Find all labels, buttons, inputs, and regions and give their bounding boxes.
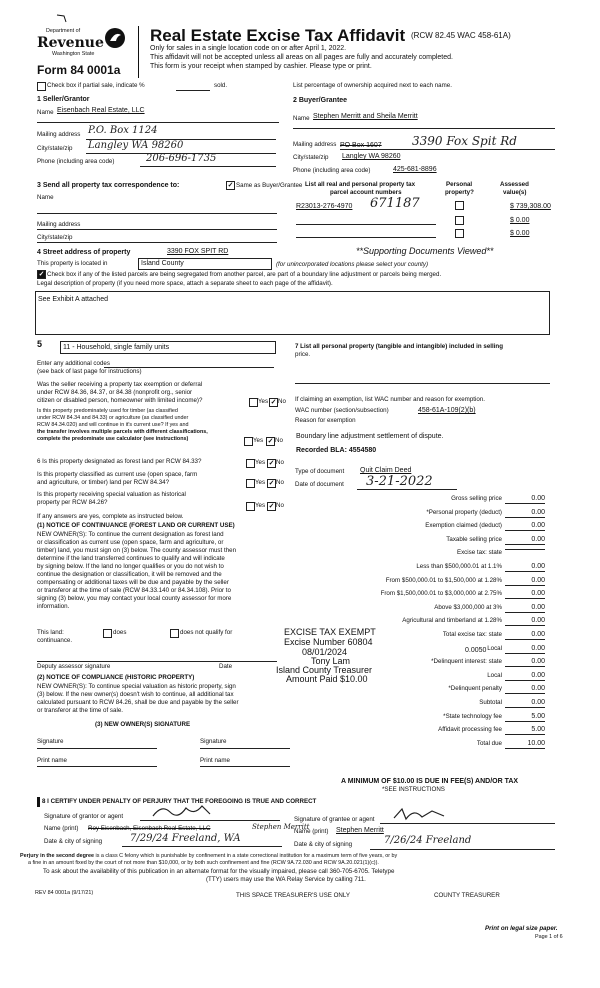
stamp-treasurer-name: Tony Lam xyxy=(311,656,351,666)
tax-row-label: Above $3,000,000 at 3% xyxy=(434,604,502,611)
doc-type-value[interactable]: Quit Claim Deed xyxy=(360,467,412,474)
q-exemption-line1: Was the seller receiving a property tax exemption or deferral xyxy=(37,381,203,388)
land-does-label: does xyxy=(113,629,127,636)
tax-row-value[interactable]: 0.00 xyxy=(505,563,545,572)
timber-no-checkbox[interactable]: ✓ xyxy=(267,438,274,445)
buyer-mail-label: Mailing address xyxy=(293,141,337,148)
nc-line: or transferor at the time of sale (RCW 84.33.140 or 84.34.108). Prior to xyxy=(37,587,231,594)
subtitle-1: Only for sales in a single location code on or after April 1, 2022. xyxy=(150,45,347,52)
land-does-not-label: does not qualify for xyxy=(180,629,233,636)
nc-line: timber) land, you must sign on (3) below. The county assessor must then xyxy=(37,547,237,554)
current-use-no-label: No xyxy=(276,479,284,486)
tax-row-value[interactable]: 0.00 xyxy=(505,617,545,626)
q-current-use-line2: and agriculture, or timber) land per RCW 84.34? xyxy=(37,479,170,486)
legal-description-value: See Exhibit A attached xyxy=(38,296,109,303)
owner-sig-line-1[interactable] xyxy=(37,748,157,749)
buyer-mail-line xyxy=(340,149,555,150)
doc-date-label: Date of document xyxy=(295,481,344,488)
notice-continuance-heading: (1) NOTICE OF CONTINUANCE (FOREST LAND OR CURRENT USE) xyxy=(37,522,235,529)
state-label: Washington State xyxy=(52,51,95,57)
land-does-not-checkbox[interactable] xyxy=(170,629,179,638)
historic-yes-checkbox[interactable] xyxy=(246,502,255,511)
seller-city-value[interactable]: Langley WA 98260 xyxy=(88,140,184,151)
nc-line: compensating or additional taxes will be due and payable by the seller xyxy=(37,579,229,586)
owner-sig-label-2: Signature xyxy=(200,738,227,745)
tax-row-label: Local xyxy=(487,645,502,652)
nc-line: information. xyxy=(37,603,70,610)
assessed-col-header-1: Assessed xyxy=(500,181,529,188)
additional-codes-label: Enter any additional codes xyxy=(37,360,110,367)
tax-row-label: Subtotal xyxy=(479,699,502,706)
buyer-name-label: Name xyxy=(293,115,310,122)
owner-print-line-1[interactable] xyxy=(37,766,157,767)
tax-row-label: Affidavit processing fee xyxy=(438,726,502,733)
wac-label: WAC number (section/subsection) xyxy=(295,407,389,414)
forest-no-checkbox[interactable]: ✓ xyxy=(268,460,275,467)
owner-sig-label-1: Signature xyxy=(37,738,64,745)
parcel-number-handwritten: 671187 xyxy=(370,196,420,211)
legal-paper-note: Print on legal size paper. xyxy=(485,925,558,932)
tax-row-label: Local xyxy=(487,672,502,679)
q-timber-line2: under RCW 84.34 and 84.33) or agriculture (as classified under xyxy=(37,415,189,421)
mark-icon xyxy=(56,13,68,23)
wac-value[interactable]: 458-61A-109(2)(b) xyxy=(418,407,476,414)
legal-description-field[interactable] xyxy=(35,291,550,335)
tax-row-label: Total due xyxy=(476,740,502,747)
sec7-heading-line1: 7 List all personal property (tangible and intangible) included in selling xyxy=(295,343,503,350)
parcel-col-header-1: List all real and personal property tax xyxy=(305,181,416,188)
stamp-amount: Amount Paid $10.00 xyxy=(286,674,368,684)
sec8-bar xyxy=(37,797,40,807)
seller-divider xyxy=(37,122,279,123)
grantee-date-label: Date & city of signing xyxy=(294,841,353,848)
tax-row-value[interactable]: 0.00 xyxy=(505,604,545,613)
q-current-use-line1: Is this property classified as current use (open space, farm xyxy=(37,471,198,478)
owner-print-line-2[interactable] xyxy=(200,766,290,767)
buyer-divider xyxy=(293,128,555,129)
personal-property-checkbox-2[interactable] xyxy=(455,216,464,225)
parcel-line-3[interactable] xyxy=(296,237,436,238)
tax-row-value[interactable]: 5.00 xyxy=(505,726,545,735)
tax-row-label: *Delinquent interest: state xyxy=(431,658,502,665)
doc-date-value[interactable]: 3-21-2022 xyxy=(366,474,433,489)
hist-line: (3) below. If the new owner(s) doesn't wish to continue, all additional tax xyxy=(37,691,234,698)
tax-row-value[interactable]: 0.00 xyxy=(505,685,545,694)
see-instructions-note: *SEE INSTRUCTIONS xyxy=(382,786,445,793)
q-timber-line5: complete the predominate use calculator (see instructions) xyxy=(37,436,189,442)
buyer-phone-label: Phone (including area code) xyxy=(293,167,371,174)
current-use-no-checkbox[interactable]: ✓ xyxy=(268,480,275,487)
tax-row-label: Taxable selling price xyxy=(446,536,502,543)
buyer-city-label: City/state/zip xyxy=(293,154,329,161)
revenue-label: Revenue xyxy=(37,35,104,51)
sec3-mail-line[interactable] xyxy=(37,229,277,230)
grantor-date-label: Date & city of signing xyxy=(44,838,103,845)
notice-compliance-heading: (2) NOTICE OF COMPLIANCE (HISTORIC PROPERTY) xyxy=(37,674,195,681)
grantor-sig-label: Signature of grantor or agent xyxy=(44,813,124,820)
nc-line: determine if the land transferred continues to qualify and will indicate xyxy=(37,555,225,562)
current-use-yes-checkbox[interactable] xyxy=(246,479,255,488)
county-select-value: Island County xyxy=(141,260,184,267)
assessed-col-header-2: value(s) xyxy=(503,189,527,196)
exemption-yes-checkbox[interactable] xyxy=(249,398,258,407)
minimum-due-note: A MINIMUM OF $10.00 IS DUE IN FEE(S) AND/OR TAX xyxy=(341,778,519,785)
sec3-mail-label: Mailing address xyxy=(37,221,81,228)
timber-yes-checkbox[interactable] xyxy=(244,437,253,446)
exemption-yes-label: Yes xyxy=(258,398,269,405)
tax-row-label: Excise tax: state xyxy=(456,549,502,556)
buyer-phone-value[interactable]: 425-681-8896 xyxy=(393,166,437,173)
q-historic-line1: Is this property receiving special valuation as historical xyxy=(37,491,186,498)
buyer-mail-struck: PO Box 1607 xyxy=(340,142,382,149)
exemption-no-label: No xyxy=(278,398,286,405)
seller-name-label: Name xyxy=(37,109,54,116)
personal-property-checkbox-3[interactable] xyxy=(455,229,464,238)
tax-row-value[interactable]: 0.00 xyxy=(505,658,545,667)
sec8-heading: 8 I CERTIFY UNDER PENALTY OF PERJURY THAT THE FOREGOING IS TRUE AND CORRECT xyxy=(42,798,317,805)
nc-line: or classification as current use (open space, farm and agriculture, or xyxy=(37,539,224,546)
tax-row-value[interactable]: 10.00 xyxy=(505,740,545,749)
recorded-bla: Recorded BLA: 4554580 xyxy=(296,447,377,454)
sec3-heading: 3 Send all property tax correspondence to: xyxy=(37,182,180,189)
segregated-checkbox[interactable]: ✓ xyxy=(38,271,45,278)
legal-desc-label: Legal description of property (if you need more space, attach a separate sheet to each page of the affidavit). xyxy=(37,280,333,287)
forest-yes-checkbox[interactable] xyxy=(246,459,255,468)
deputy-sig-label: Deputy assessor signature xyxy=(37,663,111,670)
county-select[interactable] xyxy=(138,258,272,270)
county-treasurer-label: COUNTY TREASURER xyxy=(434,892,500,899)
seller-city-label: City/state/zip xyxy=(37,145,73,152)
historic-no-label: No xyxy=(276,502,284,509)
historic-no-checkbox[interactable]: ✓ xyxy=(268,503,275,510)
rcw-ref: (RCW 82.45 WAC 458-61A) xyxy=(411,31,511,40)
page-number: Page 1 of 6 xyxy=(535,934,563,940)
subtitle-3: This form is your receipt when stamped by cashier. Please type or print. xyxy=(150,63,372,70)
stamp-treasurer: Island County Treasurer xyxy=(276,665,373,675)
owner-sig-line-2[interactable] xyxy=(200,748,290,749)
grantee-date-value[interactable]: 7/26/24 Freeland xyxy=(384,835,472,846)
tax-row-label: Exemption claimed (deduct) xyxy=(425,522,502,529)
timber-yes-label: Yes xyxy=(253,437,264,444)
partial-sale-checkbox[interactable] xyxy=(37,82,46,91)
q-exemption-line3: citizen or disabled person, homeowner with limited income)? xyxy=(37,397,203,404)
grantor-date-line xyxy=(122,846,282,847)
partial-sale-label: Check box if partial sale, indicate % xyxy=(47,82,145,89)
grantee-name-label: Name (print) xyxy=(294,828,329,835)
use-code-value: 11 - Household, single family units xyxy=(63,344,170,351)
if-any-note: If any answers are yes, complete as instructed below. xyxy=(37,513,184,520)
grantee-date-line xyxy=(370,849,555,850)
forest-yes-label: Yes xyxy=(255,459,266,466)
sec7-heading-line2: price. xyxy=(295,351,311,358)
nc-line: NEW OWNER(S): To continue the current designation as forest land xyxy=(37,531,224,538)
seller-name-value[interactable]: Eisenbach Real Estate, LLC xyxy=(57,107,145,114)
current-use-yes-label: Yes xyxy=(255,479,266,486)
buyer-name-value[interactable]: Stephen Merritt and Sheila Merritt xyxy=(313,113,418,120)
nc-line: by signing below. If the land no longer qualifies or you do not wish to xyxy=(37,563,224,570)
rev-number: REV 84 0001a (9/17/21) xyxy=(35,890,94,896)
seller-heading: 1 Seller/Grantor xyxy=(37,96,90,103)
sec5-number: 5 xyxy=(37,339,43,349)
alt-format-line2: (TTY) users may use the WA Relay Service by calling 711. xyxy=(206,876,366,883)
grantee-sig-line[interactable] xyxy=(380,823,555,824)
q-timber-line4: the transfer involves multiple parcels with different classifications, xyxy=(37,429,208,435)
deputy-date-label: Date xyxy=(219,663,233,670)
tax-row-label: From $500,000.01 to $1,500,000 at 1.28% xyxy=(385,577,502,584)
segregated-label: Check box if any of the listed parcels are being segregated from another parcel, are part of a boundary line adjustment or parcels being merged. xyxy=(47,271,442,278)
header-divider xyxy=(138,26,139,78)
grantor-date-value[interactable]: 7/29/24 Freeland, WA xyxy=(130,833,241,844)
q-exemption-line2: under RCW 84.36, 84.37, or 84.38 (nonprofit org., senior xyxy=(37,389,193,396)
q-timber-line3: RCW 84.34.020) and will continue in it's current use? If yes and xyxy=(37,422,189,428)
buyer-heading: 2 Buyer/Grantee xyxy=(293,97,348,104)
assessed-value-2[interactable]: $ 0.00 xyxy=(510,217,530,224)
owner-print-label-1: Print name xyxy=(37,757,67,764)
alt-format-line1: To ask about the availability of this publication in an alternate format for the visually impaired, please call 360-705-6705. Teletype xyxy=(43,868,395,875)
seller-mail-value[interactable]: P.O. Box 1124 xyxy=(88,125,158,136)
partial-percent-field[interactable] xyxy=(176,90,210,91)
parcel-number[interactable]: R23013-276-4970 xyxy=(296,203,353,210)
use-code-select[interactable] xyxy=(60,341,276,354)
assessed-value-1[interactable]: $ 739,308.00 xyxy=(510,203,551,210)
owner-print-label-2: Print name xyxy=(200,757,230,764)
ownership-note: List percentage of ownership acquired next to each name. xyxy=(293,82,452,89)
this-land-label: This land: xyxy=(37,629,64,636)
seller-phone-line xyxy=(140,166,276,167)
seller-mail-label: Mailing address xyxy=(37,131,81,138)
county-label: This property is located in xyxy=(37,260,108,267)
nc-line: continue the designation or classification, it will be removed and the xyxy=(37,571,222,578)
subtitle-2: This affidavit will not be accepted unless all areas on all pages are fully and accurately completed. xyxy=(150,54,453,61)
nc-line: signing (3) below, you may contact your local county assessor for more xyxy=(37,595,232,602)
perjury-line1: Perjury in the second degree is a class C felony which is punishable by confinement in a state correctional institution for a maximum term of five years, or by xyxy=(20,853,398,859)
parcel-col-header-2: parcel account numbers xyxy=(330,189,402,196)
grantee-signature-icon xyxy=(392,806,452,822)
exemption-instruction: If claiming an exemption, list WAC number and reason for exemption. xyxy=(295,396,485,403)
personal-property-checkbox-1[interactable] xyxy=(455,201,464,210)
doc-date-line xyxy=(357,489,457,490)
new-owner-sig-heading: (3) NEW OWNER(S) SIGNATURE xyxy=(95,721,191,728)
tax-row-value[interactable]: 0.00 xyxy=(505,631,545,640)
supporting-docs-stamp: **Supporting Documents Viewed** xyxy=(356,246,494,256)
grantor-name-value[interactable]: Stephen Merritt xyxy=(252,823,310,831)
same-as-buyer-label: Same as Buyer/Grantee xyxy=(236,182,303,189)
sec3-city-line[interactable] xyxy=(37,242,277,243)
forest-no-label: No xyxy=(276,459,284,466)
personal-property-line[interactable] xyxy=(295,383,550,384)
q-forest-label: 6 Is this property designated as forest land per RCW 84.33? xyxy=(37,458,202,465)
reason-value[interactable]: Boundary line adjustment settlement of dispute. xyxy=(296,433,444,440)
historic-yes-label: Yes xyxy=(255,502,266,509)
tax-row-label: From $1,500,000.01 to $3,000,000 at 2.75% xyxy=(380,590,502,597)
sec4-heading: 4 Street address of property xyxy=(37,249,131,256)
tax-row-label: *Delinquent penalty xyxy=(448,685,502,692)
local-rate: 0.0050 xyxy=(465,647,487,654)
same-as-buyer-checkbox[interactable]: ✓ xyxy=(227,182,234,189)
seller-phone-label: Phone (including area code) xyxy=(37,158,115,165)
timber-no-label: No xyxy=(275,437,283,444)
grantor-signature-icon xyxy=(150,802,220,820)
tax-row-value[interactable]: 0.00 xyxy=(505,536,545,545)
stamp-number: Excise Number 60804 xyxy=(284,637,373,647)
tax-row-value[interactable]: 0.00 xyxy=(505,577,545,586)
stamp-exempt: EXCISE TAX EXEMPT xyxy=(284,627,376,637)
tax-row-label: Total excise tax: state xyxy=(442,631,502,638)
hist-line: or transferor at the time of sale. xyxy=(37,707,123,714)
county-note: (for unincorporated locations please select your county) xyxy=(276,261,429,268)
additional-codes-note: (see back of last page for instructions) xyxy=(37,368,142,375)
deputy-sig-line[interactable] xyxy=(37,661,277,662)
land-does-checkbox[interactable] xyxy=(103,629,112,638)
tax-row-label: Gross selling price xyxy=(451,495,502,502)
form-number: Form 84 0001a xyxy=(37,63,121,77)
tax-row-value[interactable]: 0.00 xyxy=(505,672,545,681)
dept-label: Department of xyxy=(46,28,81,34)
tax-row-label: Agricultural and timberland at 1.28% xyxy=(402,617,502,624)
doc-type-label: Type of document xyxy=(295,468,345,475)
street-address-value[interactable]: 3390 FOX SPIT RD xyxy=(167,248,229,255)
treasurer-use-label: THIS SPACE TREASURER'S USE ONLY xyxy=(236,892,350,899)
grantor-name-label: Name (print) xyxy=(44,825,79,832)
perjury-line2: a fine in an amount fixed by the court of not more than $10,000, or by both such confinement and fine (RCW 9A.72.030 and RCW 9A.20.021(1)(c)). xyxy=(28,860,379,866)
personal-col-header-2: property? xyxy=(445,189,474,196)
exemption-no-checkbox[interactable]: ✓ xyxy=(270,399,277,406)
grantor-sig-line[interactable] xyxy=(140,820,280,821)
sec3-name-line[interactable] xyxy=(37,213,277,214)
grantee-name-value[interactable]: Stephen Merritt xyxy=(336,827,384,834)
sec3-name-label: Name xyxy=(37,194,54,201)
seller-phone-value[interactable]: 206-696-1735 xyxy=(146,153,217,164)
tax-row-value[interactable]: 5.00 xyxy=(505,713,545,722)
stamp-date: 08/01/2024 xyxy=(302,647,348,657)
buyer-mail-value[interactable]: 3390 Fox Spit Rd xyxy=(412,134,517,148)
tax-row-value[interactable] xyxy=(505,549,545,550)
tax-row-label: *Personal property (deduct) xyxy=(426,509,502,516)
tax-row-value[interactable]: 0.00 xyxy=(505,495,545,504)
dor-seal-icon xyxy=(104,27,126,49)
q-timber-line1: Is this property predominately used for timber (as classified xyxy=(37,408,178,414)
tax-row-value[interactable]: 0.00 xyxy=(505,509,545,518)
partial-sold-label: sold. xyxy=(214,82,228,89)
grantee-sig-label: Signature of grantee or agent xyxy=(294,816,375,823)
tax-row-label: *State technology fee xyxy=(443,713,502,720)
tax-row-value[interactable]: 0.00 xyxy=(505,522,545,531)
assessed-value-3[interactable]: $ 0.00 xyxy=(510,230,530,237)
grantor-name-struck: Roy Eisenbach, Eisenbach Real Estate, LLC xyxy=(88,825,211,832)
sec3-city-label: City/state/zip xyxy=(37,234,73,241)
q-historic-line2: property per RCW 84.26? xyxy=(37,499,108,506)
hist-line: calculated pursuant to RCW 84.26, shall be due and payable by the seller xyxy=(37,699,239,706)
reason-label: Reason for exemption xyxy=(295,417,356,424)
buyer-city-value[interactable]: Langley WA 98260 xyxy=(342,153,401,160)
hist-line: NEW OWNER(S): To continue special valuation as historic property, sign xyxy=(37,683,236,690)
tax-row-value[interactable]: 0.00 xyxy=(505,645,545,654)
tax-row-value[interactable]: 0.00 xyxy=(505,590,545,599)
form-title: Real Estate Excise Tax Affidavit xyxy=(150,26,406,45)
personal-col-header-1: Personal xyxy=(446,181,473,188)
parcel-line-2[interactable] xyxy=(296,224,436,225)
tax-row-label: Less than $500,000.01 at 1.1% xyxy=(416,563,502,570)
tax-row-value[interactable]: 0.00 xyxy=(505,699,545,708)
continuance-label: continuance. xyxy=(37,637,73,644)
